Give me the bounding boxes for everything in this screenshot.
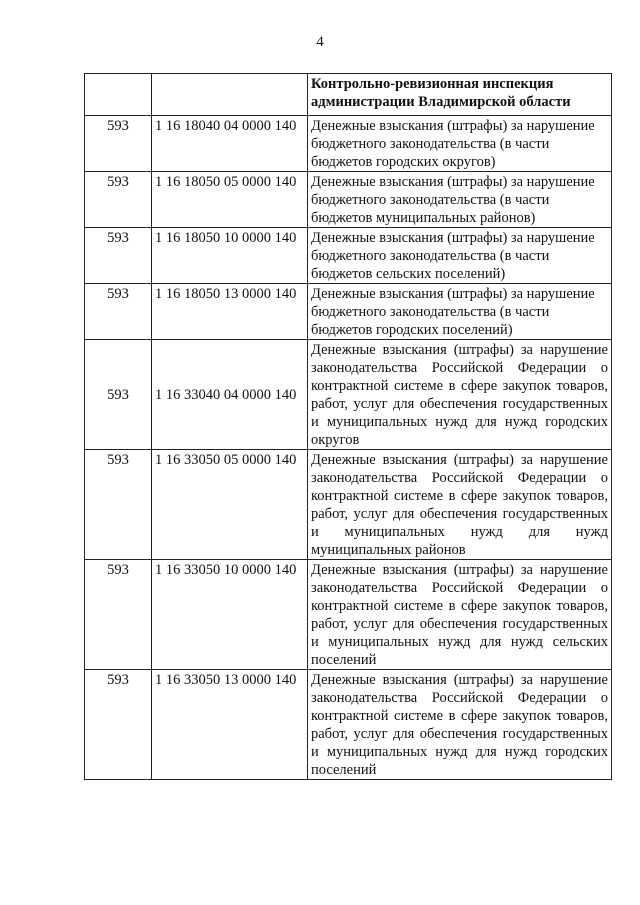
table-row bbox=[85, 172, 612, 228]
header-title-cell: Контрольно-ревизионная инспекция администрации Владимирской области bbox=[308, 74, 612, 116]
revenue-code-cell: 1 16 33050 10 0000 140 bbox=[152, 560, 308, 670]
revenue-code-cell: 1 16 33050 05 0000 140 bbox=[152, 450, 308, 560]
revenue-code-cell: 1 16 18050 05 0000 140 bbox=[152, 172, 308, 228]
table-row bbox=[85, 450, 612, 560]
budget-revenue-table bbox=[84, 73, 612, 780]
header-code-cell bbox=[152, 74, 308, 116]
description-cell: Денежные взыскания (штрафы) за нарушение законодательства Российской Федерации о контрактной системе в сфере закупок товаров, работ, услуг для обеспечения государственных и муниципальных нужд для нужд городских округов bbox=[308, 340, 612, 450]
admin-code-cell: 593 bbox=[85, 340, 152, 450]
description-cell: Денежные взыскания (штрафы) за нарушение бюджетного законодательства (в части бюджетов городских поселений) bbox=[308, 284, 612, 340]
table-row bbox=[85, 560, 612, 670]
revenue-code-cell: 1 16 18040 04 0000 140 bbox=[152, 116, 308, 172]
table-row bbox=[85, 670, 612, 780]
table-row bbox=[85, 228, 612, 284]
header-admin-cell bbox=[85, 74, 152, 116]
admin-code-cell: 593 bbox=[85, 560, 152, 670]
revenue-code-cell: 1 16 18050 10 0000 140 bbox=[152, 228, 308, 284]
description-cell: Денежные взыскания (штрафы) за нарушение законодательства Российской Федерации о контрактной системе в сфере закупок товаров, работ, услуг для обеспечения государственных и муниципальных нужд для нужд сельских поселений bbox=[308, 560, 612, 670]
table-row bbox=[85, 284, 612, 340]
admin-code-cell: 593 bbox=[85, 670, 152, 780]
revenue-code-cell: 1 16 18050 13 0000 140 bbox=[152, 284, 308, 340]
description-cell: Денежные взыскания (штрафы) за нарушение законодательства Российской Федерации о контрактной системе в сфере закупок товаров, работ, услуг для обеспечения государственных и муниципальных нужд для нужд городских поселений bbox=[308, 670, 612, 780]
description-cell: Денежные взыскания (штрафы) за нарушение бюджетного законодательства (в части бюджетов муниципальных районов) bbox=[308, 172, 612, 228]
admin-code-cell: 593 bbox=[85, 450, 152, 560]
admin-code-cell: 593 bbox=[85, 228, 152, 284]
page-number: 4 bbox=[316, 34, 324, 50]
admin-code-cell: 593 bbox=[85, 284, 152, 340]
revenue-code-cell: 1 16 33050 13 0000 140 bbox=[152, 670, 308, 780]
table-row bbox=[85, 116, 612, 172]
admin-code-cell: 593 bbox=[85, 116, 152, 172]
admin-code-cell: 593 bbox=[85, 172, 152, 228]
description-cell: Денежные взыскания (штрафы) за нарушение бюджетного законодательства (в части бюджетов сельских поселений) bbox=[308, 228, 612, 284]
description-cell: Денежные взыскания (штрафы) за нарушение законодательства Российской Федерации о контрактной системе в сфере закупок товаров, работ, услуг для обеспечения государственных и муниципальных нужд для нужд муниципальных районов bbox=[308, 450, 612, 560]
revenue-code-cell: 1 16 33040 04 0000 140 bbox=[152, 340, 308, 450]
table-row bbox=[85, 340, 612, 450]
description-cell: Денежные взыскания (штрафы) за нарушение бюджетного законодательства (в части бюджетов городских округов) bbox=[308, 116, 612, 172]
table-header-row bbox=[85, 74, 612, 116]
